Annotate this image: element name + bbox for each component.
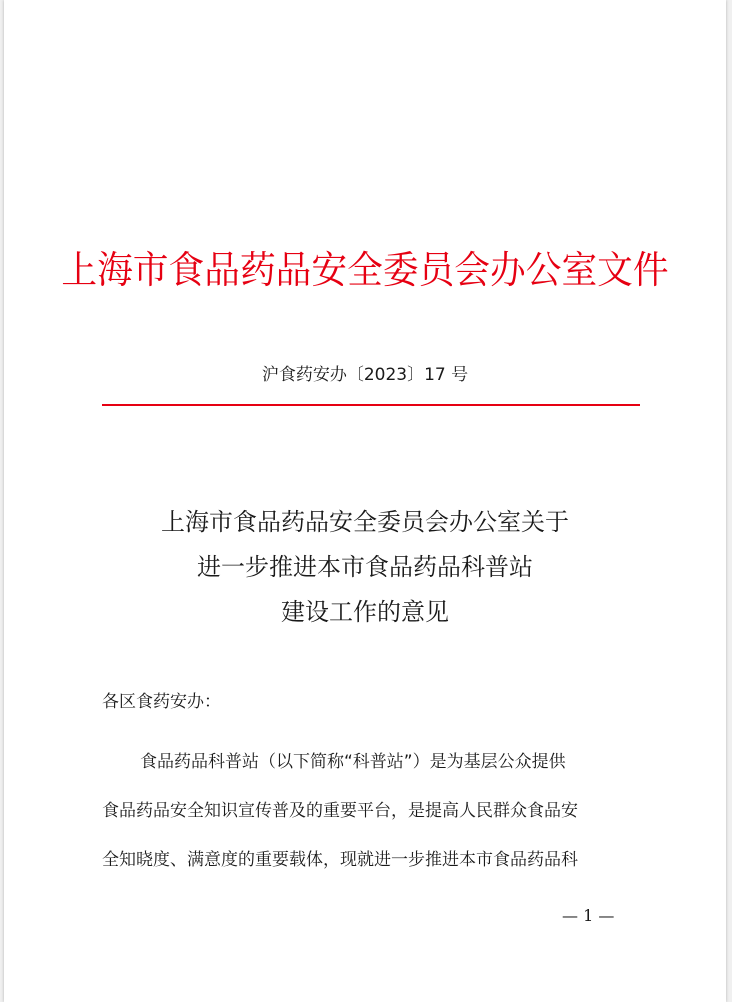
document-body <box>102 738 642 885</box>
title-line-3: 建设工作的意见 <box>281 598 449 626</box>
document-page <box>4 0 726 1002</box>
document-number: 沪食药安办〔2023〕17 号 <box>261 365 469 385</box>
body-line-1: 食品药品科普站（以下简称“科普站”）是为基层公众提供 <box>140 752 566 772</box>
document-masthead: 上海市食品药品安全委员会办公室文件 <box>61 248 669 292</box>
document-addressee: 各区食药安办： <box>102 692 221 712</box>
title-line-2: 进一步推进本市食品药品科普站 <box>197 553 533 581</box>
red-divider-line <box>102 404 640 406</box>
body-line-2: 食品药品安全知识宣传普及的重要平台，是提高人民群众食品安 <box>102 801 578 821</box>
page-number: — 1 — <box>562 906 615 925</box>
body-line-3: 全知晓度、满意度的重要载体，现就进一步推进本市食品药品科 <box>102 850 578 870</box>
document-title <box>4 500 726 635</box>
title-line-1: 上海市食品药品安全委员会办公室关于 <box>161 508 569 536</box>
